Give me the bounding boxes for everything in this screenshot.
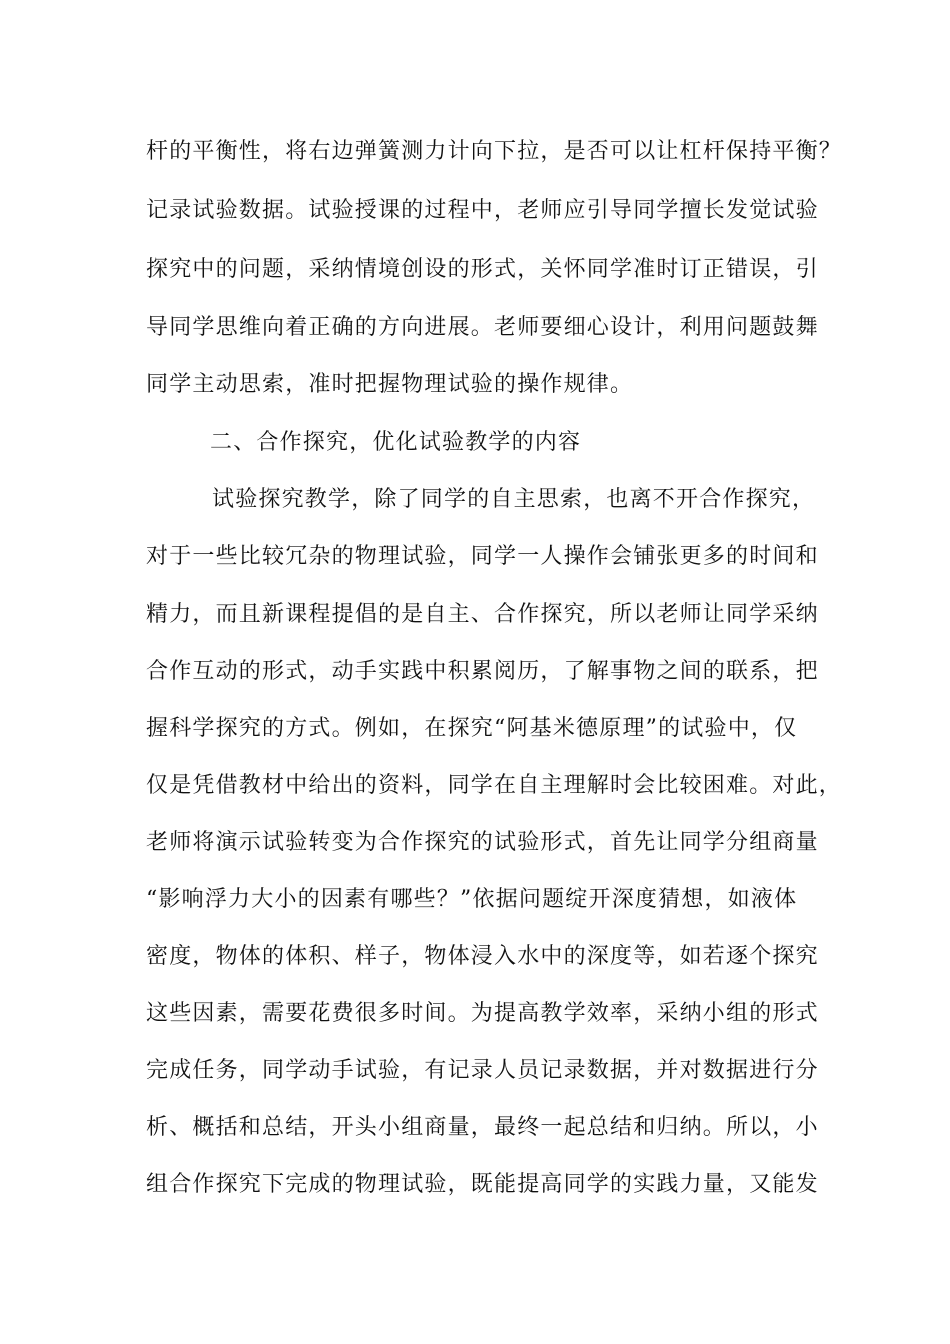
- body-text-line: 试验探究教学，除了同学的自主思索，也离不开合作探究，: [212, 487, 816, 512]
- body-text-line: 精力，而且新课程提倡的是自主、合作探究，所以老师让同学采纳: [146, 602, 819, 627]
- body-text-line: 同学主动思索，准时把握物理试验的操作规律。: [146, 372, 634, 397]
- body-text-line: 记录试验数据。试验授课的过程中，老师应引导同学擅长发觉试验: [146, 198, 819, 223]
- body-text-line: 析、概括和总结，开头小组商量，最终一起总结和归纳。所以，小: [146, 1115, 819, 1140]
- body-text-line: 组合作探究下完成的物理试验，既能提高同学的实践力量，又能发: [146, 1172, 819, 1197]
- body-text-line: “影响浮力大小的因素有哪些？”依据问题绽开深度猜想，如液体: [146, 887, 798, 912]
- body-text-line: 合作互动的形式，动手实践中积累阅历，了解事物之间的联系，把: [146, 659, 819, 684]
- body-text-line: 探究中的问题，采纳情境创设的形式，关怀同学准时订正错误，引: [146, 257, 819, 282]
- body-text-line: 对于一些比较冗杂的物理试验，同学一人操作会铺张更多的时间和: [146, 544, 819, 569]
- body-text-line: 这些因素，需要花费很多时间。为提高教学效率，采纳小组的形式: [146, 1001, 819, 1026]
- body-text-line: 老师将演示试验转变为合作探究的试验形式，首先让同学分组商量: [146, 830, 819, 855]
- section-heading: 二、合作探究，优化试验教学的内容: [210, 430, 582, 455]
- body-text-line: 完成任务，同学动手试验，有记录人员记录数据，并对数据进行分: [146, 1058, 819, 1083]
- body-text-line: 导同学思维向着正确的方向进展。老师要细心设计，利用问题鼓舞: [146, 315, 819, 340]
- body-text-line: 密度，物体的体积、样子，物体浸入水中的深度等，如若逐个探究: [146, 944, 819, 969]
- body-text-line: 仅是凭借教材中给出的资料，同学在自主理解时会比较困难。对此，: [146, 773, 843, 798]
- body-text-line: 握科学探究的方式。例如，在探究“阿基米德原理”的试验中，仅: [146, 716, 798, 741]
- body-text-line: 杆的平衡性，将右边弹簧测力计向下拉，是否可以让杠杆保持平衡？: [146, 139, 843, 164]
